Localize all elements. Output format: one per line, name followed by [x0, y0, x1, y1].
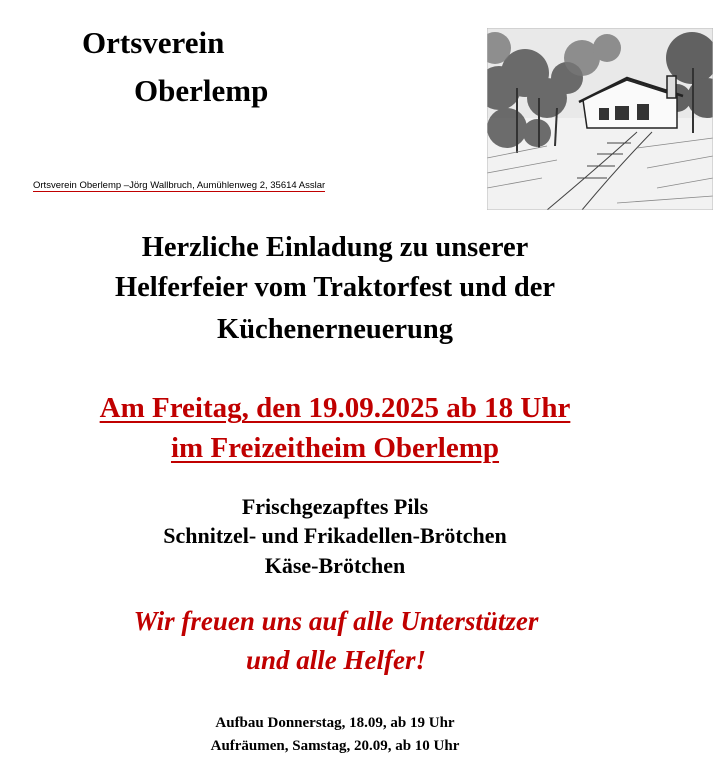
event-location	[0, 429, 670, 467]
event-date	[0, 389, 670, 427]
headline-line2: Helferfeier vom Traktorfest und der	[114, 272, 556, 303]
headline-line1: Herzliche Einladung zu unserer	[141, 232, 529, 263]
headline-line3: Küchenerneuerung	[217, 314, 453, 345]
club-address: Ortsverein Oberlemp –Jörg Wallbruch, Aumühlenweg 2, 35614 Asslar	[33, 180, 326, 191]
house-in-forest-sketch-image	[487, 28, 713, 210]
offering-item: Schnitzel- und Frikadellen-Brötchen	[163, 523, 507, 548]
offering-item: Frischgezapftes Pils	[241, 494, 429, 519]
thanks-line2: und alle Helfer!	[246, 645, 426, 675]
thanks-line1: Wir freuen uns auf alle Unterstützer	[133, 606, 539, 636]
schedule-cleanup: Aufräumen, Samstag, 20.09, ab 10 Uhr	[210, 738, 460, 754]
club-title-line1: Ortsverein	[82, 25, 225, 60]
offering-item: Käse-Brötchen	[264, 553, 406, 578]
event-location-text: im Freizeitheim Oberlemp	[170, 432, 500, 464]
schedule-setup: Aufbau Donnerstag, 18.09, ab 19 Uhr	[215, 715, 455, 731]
club-title-line2: Oberlemp	[134, 73, 269, 108]
event-date-text: Am Freitag, den 19.09.2025 ab 18 Uhr	[99, 392, 571, 424]
